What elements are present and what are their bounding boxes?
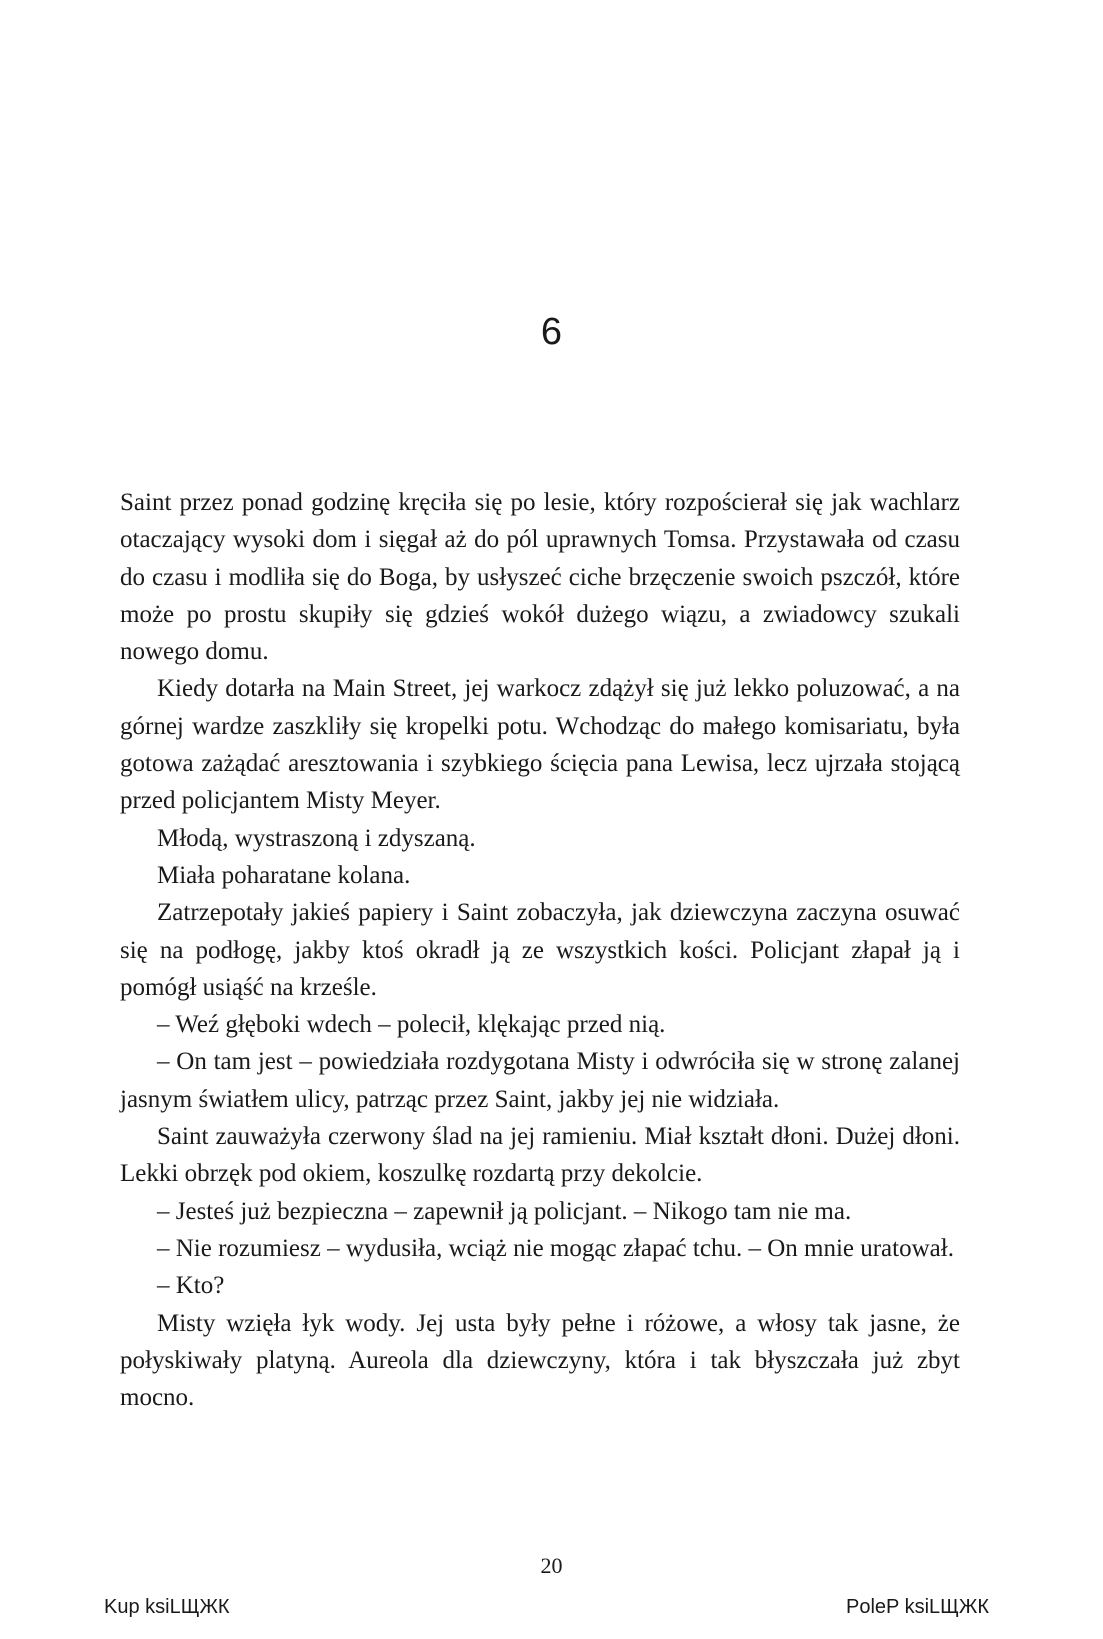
- paragraph: – Jesteś już bezpieczna – zapewnił ją policjant. – Nikogo tam nie ma.: [157, 1197, 852, 1225]
- paragraph: Zatrzepotały jakieś papiery i Saint zobaczyła, jak dziewczyna zaczyna osuwać się na podłogę, jakby ktoś okradł ją ze wszystkich kości. Policjant złapał ją i pomógł usiąść na krześle.: [120, 899, 960, 1001]
- chapter-number: 6: [540, 311, 563, 353]
- buy-book-link[interactable]: Kup ksiLЩЖК: [104, 1596, 230, 1618]
- paragraph: Misty wzięła łyk wody. Jej usta były pełne i różowe, a włosy tak jasne, że połyskiwały platyną. Aureola dla dziewczyny, która i tak błyszczała już zbyt mocno.: [120, 1309, 960, 1412]
- paragraph: – Kto?: [157, 1272, 225, 1300]
- paragraph: – Nie rozumiesz – wydusiła, wciąż nie mogąc złapać tchu. – On mnie uratował.: [157, 1234, 954, 1262]
- recommend-book-link[interactable]: PoleP ksiLЩЖК: [846, 1596, 989, 1618]
- paragraph: Młodą, wystraszoną i zdyszaną.: [157, 824, 476, 852]
- paragraph: Saint zauważyła czerwony ślad na jej ramieniu. Miał kształt dłoni. Dużej dłoni. Lekki obrzęk pod okiem, koszulkę rozdartą przy dekolcie.: [120, 1123, 960, 1188]
- paragraph: Miała poharatane kolana.: [157, 861, 411, 889]
- chapter-body: [120, 484, 960, 1416]
- paragraph: Kiedy dotarła na Main Street, jej warkocz zdążył się już lekko poluzować, a na górnej wardze zaszkliły się kropelki potu. Wchodząc do małego komisariatu, była gotowa zażądać aresztowania i szybkiego ścięcia pana Lewisa, lecz ujrzała stojącą przed policjantem Misty Meyer.: [120, 675, 960, 815]
- paragraph: – On tam jest – powiedziała rozdygotana Misty i odwróciła się w stronę zalanej jasnym światłem ulicy, patrząc przez Saint, jakby jej nie widziała.: [120, 1048, 960, 1113]
- paragraph: Saint przez ponad godzinę kręciła się po lesie, który rozpościerał się jak wachlarz otaczający wysoki dom i sięgał aż do pól uprawnych Tomsa. Przystawała od czasu do czasu i modliła się do Boga, by usłyszeć ciche brzęczenie swoich pszczół, które może po prostu skupiły się gdzieś wokół dużego wiązu, a zwiadowcy szukali nowego domu.: [120, 489, 960, 666]
- paragraph: – Weź głęboki wdech – polecił, klękając przed nią.: [157, 1011, 666, 1039]
- page-number: 20: [540, 1553, 563, 1578]
